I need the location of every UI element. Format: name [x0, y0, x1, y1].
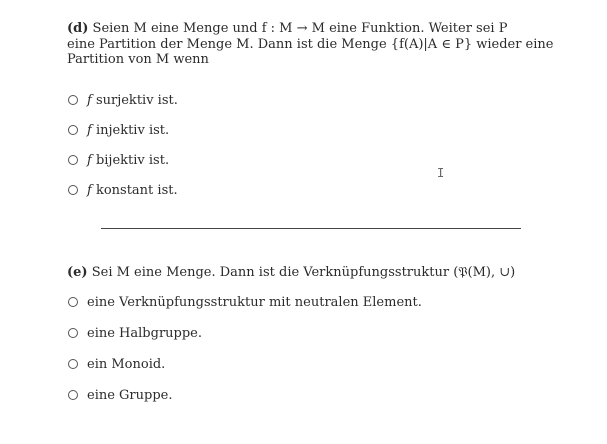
question-d-line2: eine Partition der Menge M. Dann ist die Menge {f(A)|A ∈ P} wieder eine — [67, 36, 554, 52]
radio-button[interactable] — [68, 155, 78, 165]
radio-button[interactable] — [68, 125, 78, 135]
option-label: injektiv ist. — [95, 122, 170, 138]
option-e-monoid[interactable] — [68, 356, 165, 372]
option-label: eine Gruppe. — [87, 387, 173, 403]
option-label: surjektiv ist. — [95, 92, 178, 108]
option-e-neutral[interactable] — [68, 294, 422, 310]
option-label: ein Monoid. — [87, 356, 166, 372]
option-label: konstant ist. — [95, 182, 178, 198]
option-d-surjektiv[interactable] — [68, 92, 178, 108]
radio-button[interactable] — [68, 328, 78, 338]
option-label: eine Halbgruppe. — [87, 325, 202, 341]
option-label: bijektiv ist. — [95, 152, 170, 168]
text-cursor-icon: I — [437, 166, 445, 180]
radio-button[interactable] — [68, 297, 78, 307]
question-d-line3: Partition von M wenn — [67, 52, 209, 67]
question-d-label: (d) — [67, 21, 89, 36]
question-e-line1: Sei M eine Menge. Dann ist die Verknüpfungsstruktur (𝔓(M), ∪) — [91, 265, 516, 280]
option-label: eine Verknüpfungsstruktur mit neutralen Element. — [87, 294, 422, 310]
option-e-gruppe[interactable] — [68, 387, 173, 403]
radio-button[interactable] — [68, 390, 78, 400]
radio-button[interactable] — [68, 185, 78, 195]
option-var: f — [87, 122, 92, 138]
option-d-bijektiv[interactable] — [68, 152, 169, 168]
option-var: f — [87, 152, 92, 168]
question-divider — [101, 228, 521, 229]
question-e-text — [67, 265, 557, 281]
question-d-line1: Seien M eine Menge und f : M → M eine Funktion. Weiter sei P — [92, 21, 508, 36]
option-e-halbgruppe[interactable] — [68, 325, 202, 341]
question-d-text — [67, 21, 557, 68]
option-d-injektiv[interactable] — [68, 122, 169, 138]
option-var: f — [87, 92, 92, 108]
radio-button[interactable] — [68, 359, 78, 369]
option-var: f — [87, 182, 92, 198]
option-d-konstant[interactable] — [68, 182, 178, 198]
question-e-label: (e) — [67, 265, 88, 280]
radio-button[interactable] — [68, 95, 78, 105]
